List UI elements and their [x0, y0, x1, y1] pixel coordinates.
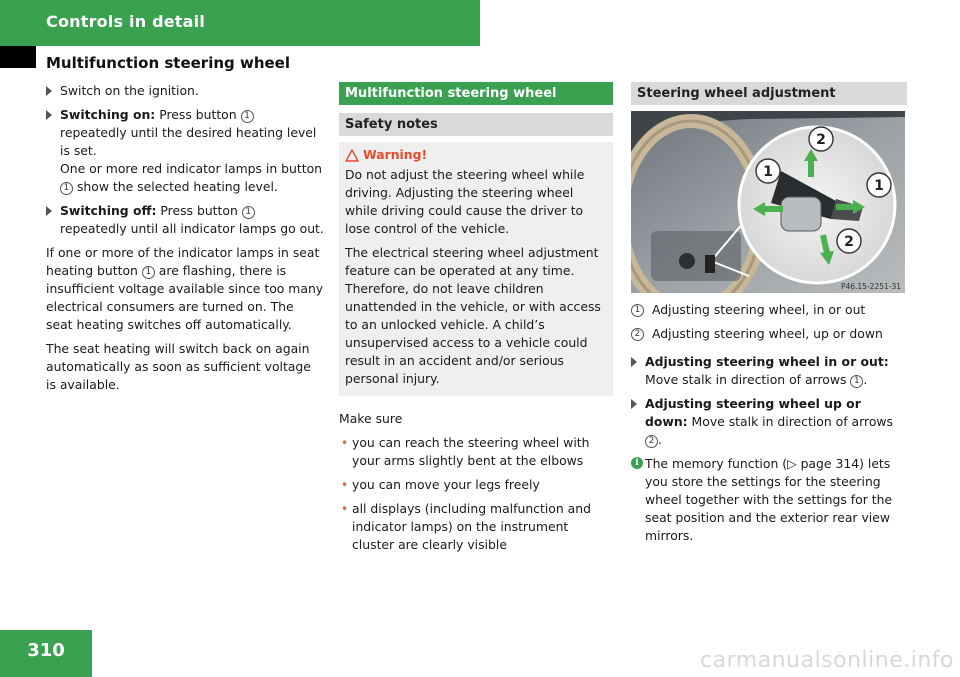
step-arrow-icon: [46, 206, 52, 216]
step-arrow-icon: [46, 86, 52, 96]
callout-number: 1: [241, 110, 254, 123]
section-heading: Multifunction steering wheel: [339, 82, 613, 105]
list-item: • you can move your legs freely: [341, 477, 540, 492]
callout-number: 1: [631, 304, 644, 317]
callout-number: 1: [142, 266, 155, 279]
page-reference-arrow: ▷: [787, 456, 797, 471]
section-title: Controls in detail: [46, 12, 205, 31]
callout-number: 1: [60, 182, 73, 195]
callout-number: 1: [850, 375, 863, 388]
step-switching-off: Switching off: Press button 1 repeatedly until all indicator lamps go out.: [46, 202, 324, 238]
warning-text: The electrical steering wheel adjustment feature can be operated at any time. Therefore, do not leave children unattended in the vehicle, or with access to an unlocked vehicle. A child’s unsupervised access to a vehicle could result in an accident and/or serious personal injury.: [345, 245, 601, 386]
step-adjust-up-down: Adjusting steering wheel up or down: Move stalk in direction of arrows 2 .: [631, 395, 907, 449]
warning-box: [339, 142, 613, 396]
image-code: P46.15-2251-31: [840, 282, 901, 291]
subsection-heading: Safety notes: [339, 113, 613, 136]
make-sure-label: Make sure: [339, 411, 403, 426]
step-arrow-icon: [631, 357, 637, 367]
step-ignition: Switch on the ignition.: [46, 82, 324, 100]
step-arrow-icon: [631, 399, 637, 409]
watermark: carmanualsonline.info: [700, 648, 954, 673]
footer-bar: [0, 630, 92, 677]
callout-number: 1: [242, 206, 255, 219]
callout-1-label: 1: [763, 164, 773, 180]
list-item: • all displays (including malfunction and indicator lamps) on the instrument cluster are clearly visible: [341, 501, 591, 552]
warning-title: Warning!: [345, 146, 607, 164]
callout-number: 2: [631, 328, 644, 341]
column-middle: [339, 82, 613, 560]
callout-1-label: 1: [874, 178, 884, 194]
legend-item: 2 Adjusting steering wheel, up or down: [631, 325, 907, 343]
list-item: • you can reach the steering wheel with your arms slightly bent at the elbows: [341, 435, 590, 468]
bullet-icon: •: [341, 436, 349, 450]
section-heading: Steering wheel adjustment: [631, 82, 907, 105]
info-note: i The memory function (▷ page 314) lets you store the settings for the steering wheel together with the settings for the seat position and the exterior rear view mirrors.: [631, 455, 907, 545]
page-subtitle: Multifunction steering wheel: [46, 54, 290, 72]
header-bar: [0, 0, 480, 46]
paragraph-switch-back: The seat heating will switch back on again automatically as soon as sufficient voltage is available.: [46, 341, 311, 392]
column-left: [46, 82, 324, 400]
info-icon: i: [631, 457, 643, 469]
callout-2-label: 2: [816, 132, 826, 148]
bullet-icon: •: [341, 478, 349, 492]
bullet-icon: •: [341, 502, 349, 516]
step-arrow-icon: [46, 110, 52, 120]
column-right: [631, 82, 907, 545]
warning-text: Do not adjust the steering wheel while driving. Adjusting the steering wheel while driving could cause the driver to lose control of the vehicle.: [345, 167, 585, 236]
step-adjust-in-out: Adjusting steering wheel in or out: Move stalk in direction of arrows 1 .: [631, 353, 907, 389]
paragraph-insufficient-voltage: If one or more of the indicator lamps in seat heating button 1 are flashing, there is insufficient voltage available since too many electrical consumers are turned on. The seat heating switches off automatically.: [46, 245, 324, 332]
callout-number: 2: [645, 435, 658, 448]
step-switching-on: Switching on: Press button 1 repeatedly until the desired heating level is set. One or more red indicator lamps in button 1 show the selected heating level.: [46, 106, 324, 196]
header-tab: [0, 46, 36, 68]
legend-item: 1 Adjusting steering wheel, in or out: [631, 301, 907, 319]
warning-triangle-icon: [345, 149, 359, 162]
callout-2-label: 2: [844, 234, 854, 250]
steering-wheel-photo: [631, 111, 905, 293]
page-number: 310: [27, 640, 65, 661]
